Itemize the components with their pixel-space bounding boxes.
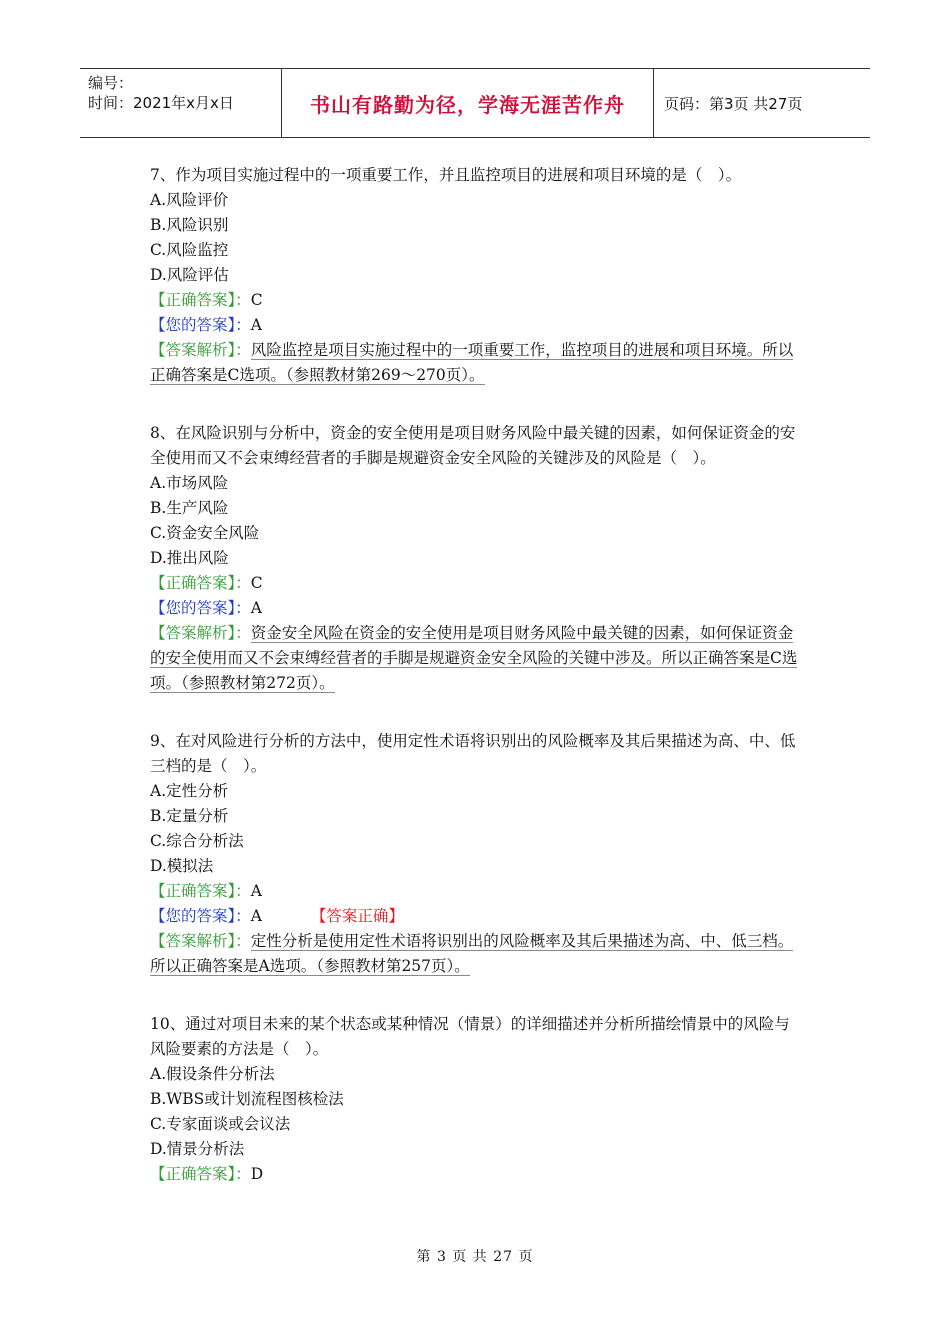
- question-stem: 9、在对风险进行分析的方法中，使用定性术语将识别出的风险概率及其后果描述为高、中、低三档的是（ ）。: [150, 732, 796, 775]
- your-answer-value: A: [250, 316, 262, 334]
- correct-answer-label: 【正确答案】：: [150, 574, 251, 592]
- analysis-label: 【答案解析】：: [150, 341, 251, 359]
- header-meta: [80, 69, 282, 137]
- option-b: B.风险识别: [150, 216, 229, 234]
- your-answer-label: 【您的答案】：: [150, 316, 251, 334]
- question-10: [150, 1012, 800, 1187]
- option-c: C.综合分析法: [150, 832, 244, 850]
- option-a: A.假设条件分析法: [150, 1065, 275, 1083]
- page-header: [80, 68, 870, 138]
- analysis-row: [150, 929, 800, 979]
- correct-answer-value: D: [250, 1165, 264, 1183]
- analysis-label: 【答案解析】：: [150, 624, 251, 642]
- question-stem: 10、通过对项目未来的某个状态或某种情况（情景）的详细描述并分析所描绘情景中的风险与风险要素的方法是（ ）。: [150, 1015, 790, 1058]
- correct-answer-row: [150, 288, 800, 313]
- your-answer-row: [150, 904, 800, 929]
- correct-answer-label: 【正确答案】：: [150, 882, 251, 900]
- your-answer-value: A: [250, 907, 262, 925]
- question-7: [150, 163, 800, 388]
- header-motto: 书山有路勤为径，学海无涯苦作舟: [282, 69, 654, 137]
- correct-answer-row: [150, 571, 800, 596]
- question-8: [150, 421, 800, 696]
- option-c: C.资金安全风险: [150, 524, 260, 542]
- option-d: D.推出风险: [150, 549, 229, 567]
- option-d: D.模拟法: [150, 857, 214, 875]
- header-page-info: 页码：第3页 共27页: [664, 94, 803, 113]
- correct-answer-row: [150, 879, 800, 904]
- your-answer-row: [150, 313, 800, 338]
- option-c: C.风险监控: [150, 241, 229, 259]
- option-b: B.定量分析: [150, 807, 229, 825]
- doc-date: 时间：2021年x月x日: [88, 94, 234, 112]
- question-list: [150, 163, 800, 1220]
- analysis-label: 【答案解析】：: [150, 932, 251, 950]
- analysis-text: 定性分析是使用定性术语将识别出的风险概率及其后果描述为高、中、低三档。所以正确答案是A选项。（参照教材第257页）。: [150, 932, 794, 975]
- analysis-text: 风险监控是项目实施过程中的一项重要工作，监控项目的进展和项目环境。所以正确答案是C选项。（参照教材第269～270页）。: [150, 341, 794, 384]
- answer-correct-badge: 【答案正确】: [310, 907, 404, 925]
- question-stem: 8、在风险识别与分析中，资金的安全使用是项目财务风险中最关键的因素，如何保证资金的安全使用而又不会束缚经营者的手脚是规避资金安全风险的关键涉及的风险是（ ）。: [150, 424, 796, 467]
- correct-answer-label: 【正确答案】：: [150, 1165, 251, 1183]
- option-d: D.情景分析法: [150, 1140, 245, 1158]
- option-a: A.风险评价: [150, 191, 229, 209]
- doc-number-label: 编号：: [88, 74, 134, 92]
- question-stem: 7、作为项目实施过程中的一项重要工作，并且监控项目的进展和项目环境的是（ ）。: [150, 166, 742, 184]
- option-d: D.风险评估: [150, 266, 229, 284]
- correct-answer-label: 【正确答案】：: [150, 291, 251, 309]
- option-c: C.专家面谈或会议法: [150, 1115, 291, 1133]
- your-answer-value: A: [250, 599, 262, 617]
- analysis-text: 资金安全风险在资金的安全使用是项目财务风险中最关键的因素，如何保证资金的安全使用而又不会束缚经营者的手脚是规避资金安全风险的关键中涉及。所以正确答案是C选项。（参照教材第272页）。: [150, 624, 798, 692]
- option-a: A.市场风险: [150, 474, 229, 492]
- your-answer-row: [150, 596, 800, 621]
- question-9: [150, 729, 800, 979]
- correct-answer-value: C: [250, 574, 263, 592]
- option-b: B.生产风险: [150, 499, 229, 517]
- page-footer: 第 3 页 共 27 页: [416, 1249, 534, 1265]
- your-answer-label: 【您的答案】：: [150, 907, 251, 925]
- option-b: B.WBS或计划流程图核检法: [150, 1090, 344, 1108]
- correct-answer-value: A: [250, 882, 262, 900]
- analysis-row: [150, 338, 800, 388]
- your-answer-label: 【您的答案】：: [150, 599, 251, 617]
- analysis-row: [150, 621, 800, 696]
- option-a: A.定性分析: [150, 782, 229, 800]
- correct-answer-row: [150, 1162, 800, 1187]
- correct-answer-value: C: [250, 291, 263, 309]
